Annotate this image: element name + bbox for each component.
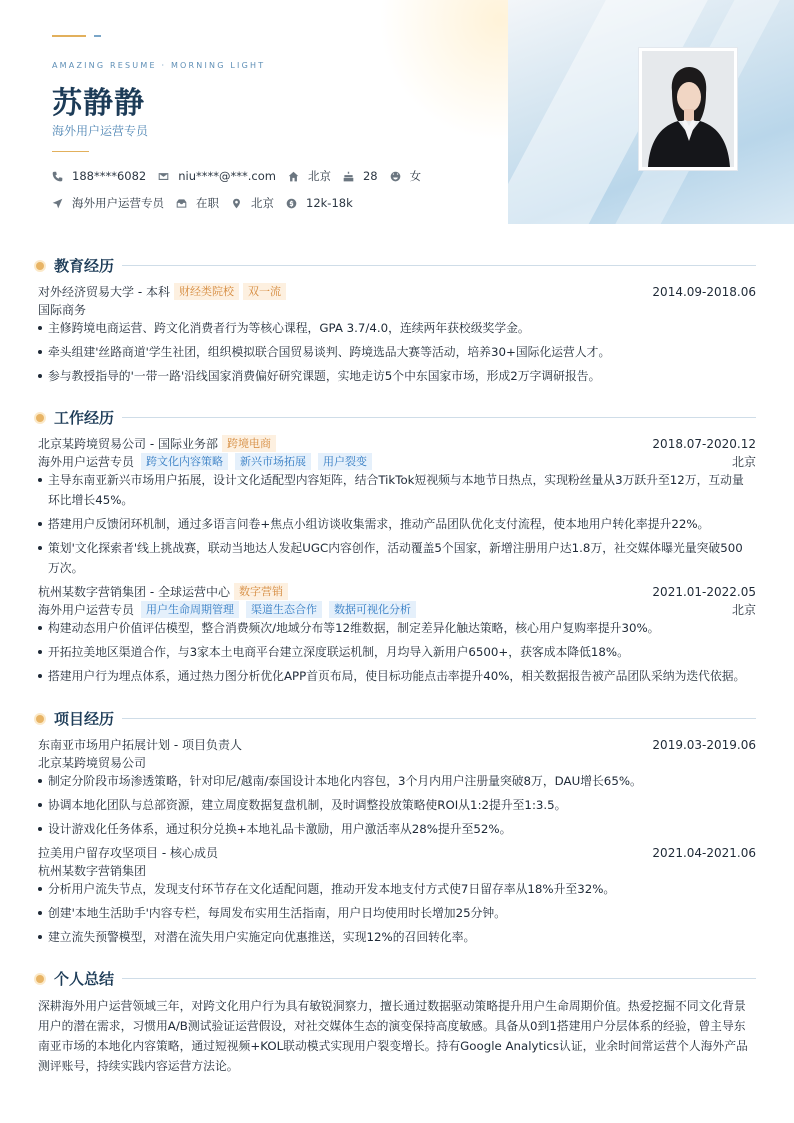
phone-item: [52, 169, 146, 183]
major-name: 国际商务: [38, 303, 87, 317]
section-summary-header: [36, 968, 756, 989]
coin-icon: [286, 198, 297, 209]
mail-icon: [158, 171, 169, 182]
education-major-line: [38, 301, 756, 318]
profile-photo: [639, 48, 737, 170]
send-icon: [52, 198, 63, 209]
candidate-name: 苏静静: [52, 86, 145, 121]
work-entry-header: [38, 583, 756, 600]
list-item: 主导东南亚新兴市场用户拓展，设计文化适配型内容矩阵，结合TikTok短视频与本地节日热点，实现粉丝量从3万跃升至12万，互动量环比增长45%。: [38, 470, 754, 510]
list-item: 建立流失预警模型，对潜在流失用户实施定向优惠推送，实现12%的召回转化率。: [38, 927, 754, 947]
list-item: 开拓拉美地区渠道合作，与3家本土电商平台建立深度联运机制，月均导入新用户6500+，获客成本降低18%。: [38, 642, 754, 662]
section-rule: [122, 417, 756, 418]
company-tag: 数字营销: [234, 583, 288, 600]
section-work-header: [36, 407, 756, 428]
project-org-line: [38, 862, 756, 879]
section-rule: [122, 265, 756, 266]
school-name: 对外经济贸易大学 - 本科: [38, 285, 170, 299]
project-name: 东南亚市场用户拓展计划 - 项目负责人: [38, 738, 242, 752]
gender-text: 女: [409, 169, 422, 183]
section-projects-header: [36, 708, 756, 729]
summary-text: 深耕海外用户运营领域三年，对跨文化用户行为具有敏锐洞察力，擅长通过数据驱动策略提升用户生命周期价值。热爱挖掘不同文化背景用户的潜在需求，习惯用A/B测试验证运营假设，对社交媒体生态的演变保持高度敏感。具备从0到1搭建用户分层体系的经验，曾主导东南亚市场的本地化内容策略，通过短视频+KOL联动模式实现用户裂变增长。持有Google Analytics认证，业余时间常运营个人海外产品测评账号，持续实践内容运营方法论。: [38, 999, 748, 1073]
project-org-line: [38, 754, 756, 771]
company-name: 杭州某数字营销集团 - 全球运营中心: [38, 585, 230, 599]
list-item: 主修跨境电商运营、跨文化消费者行为等核心课程，GPA 3.7/4.0，连续两年获校级奖学金。: [38, 318, 754, 338]
list-item: 制定分阶段市场渗透策略，针对印尼/越南/泰国设计本地化内容包，3个月内用户注册量突破8万，DAU增长65%。: [38, 771, 754, 791]
home-item: [288, 168, 331, 184]
resume-tagline: AMAZING RESUME · MORNING LIGHT: [52, 61, 266, 70]
work-period: 2018.07-2020.12: [652, 436, 756, 451]
education-entry: [38, 283, 756, 300]
work-entry-header: [38, 435, 756, 452]
list-item: 协调本地化团队与总部资源，建立周度数据复盘机制，及时调整投放策略使ROI从1:2提升至1:3.5。: [38, 795, 754, 815]
portrait-image: [642, 51, 734, 167]
section-rule: [122, 718, 756, 719]
work-position-line: [38, 601, 756, 618]
section-bullet-icon: [36, 414, 44, 422]
project-name: 拉美用户留存攻坚项目 - 核心成员: [38, 846, 218, 860]
project-period: 2021.04-2021.06: [652, 845, 756, 860]
work-period: 2021.01-2022.05: [652, 584, 756, 599]
company-tag: 跨境电商: [222, 435, 276, 452]
work-city: 北京: [731, 603, 756, 617]
skill-tag: 跨文化内容策略: [141, 453, 228, 470]
home-text: 北京: [307, 169, 331, 183]
intent-status-text: 在职: [196, 196, 219, 210]
email-text: niu****@***.com: [178, 169, 276, 183]
intent-position-text: 海外用户运营专员: [72, 196, 164, 210]
education-period: 2014.09-2018.06: [652, 284, 756, 299]
position-name: 海外用户运营专员: [38, 603, 135, 617]
section-bullet-icon: [36, 975, 44, 983]
candidate-role: 海外用户运营专员: [52, 124, 149, 138]
school-tag: 双一流: [243, 283, 286, 300]
list-item: 分析用户流失节点，发现支付环节存在文化适配问题，推动开发本地支付方式使7日留存率从18%升至32%。: [38, 879, 754, 899]
section-title: 工作经历: [54, 409, 115, 427]
company-name: 北京某跨境贸易公司 - 国际业务部: [38, 437, 218, 451]
section-bullet-icon: [36, 262, 44, 270]
divider: [52, 151, 89, 152]
work-city: 北京: [731, 455, 756, 469]
list-item: 搭建用户反馈闭环机制，通过多语言问卷+焦点小组访谈收集需求，推动产品团队优化支付流程，使本地用户转化率提升22%。: [38, 514, 754, 534]
cake-icon: [343, 171, 354, 182]
list-item: 参与教授指导的'一带一路'沿线国家消费偏好研究课题，实地走访5个中东国家市场，形成2万字调研报告。: [38, 366, 754, 386]
phone-text: 188****6082: [72, 169, 147, 183]
list-item: 牵头组建'丝路商道'学生社团，组织模拟联合国贸易谈判、跨境选品大赛等活动，培养30+国际化运营人才。: [38, 342, 754, 362]
list-item: 搭建用户行为埋点体系，通过热力图分析优化APP首页布局，使目标功能点击率提升40%，相关数据报告被产品团队采纳为迭代依据。: [38, 666, 754, 686]
intent-row: [52, 195, 365, 211]
project-org: 杭州某数字营销集团: [38, 864, 147, 878]
project-entry-header: [38, 736, 756, 753]
list-item: 构建动态用户价值评估模型，整合消费频次/地域分布等12维数据，制定差异化触达策略，核心用户复购率提升30%。: [38, 618, 754, 638]
section-title: 项目经历: [54, 710, 115, 728]
skill-tag: 数据可视化分析: [329, 601, 416, 618]
project-period: 2019.03-2019.06: [652, 737, 756, 752]
age-text: 28: [362, 169, 378, 183]
section-bullet-icon: [36, 715, 44, 723]
city-item: [231, 195, 274, 211]
age-item: [343, 169, 378, 183]
section-rule: [122, 978, 756, 979]
inbox-icon: [176, 198, 187, 209]
skill-tag: 用户裂变: [318, 453, 372, 470]
position-item: [52, 195, 164, 211]
section-title: 个人总结: [54, 970, 115, 988]
contact-row: [52, 168, 433, 184]
list-item: 创建'本地生活助手'内容专栏，每周发布实用生活指南，用户日均使用时长增加25分钟。: [38, 903, 754, 923]
skill-tag: 渠道生态合作: [246, 601, 322, 618]
project-entry-header: [38, 844, 756, 861]
list-item: 策划'文化探索者'线上挑战赛，联动当地达人发起UGC内容创作，活动覆盖5个国家，新增注册用户达1.8万，社交媒体曝光量突破500万次。: [38, 538, 754, 578]
smile-icon: [390, 171, 401, 182]
phone-icon: [52, 171, 63, 182]
position-name: 海外用户运营专员: [38, 455, 135, 469]
list-item: 设计游戏化任务体系，通过积分兑换+本地礼品卡激励，用户激活率从28%提升至52%。: [38, 819, 754, 839]
location-pin-icon: [231, 198, 242, 209]
section-title: 教育经历: [54, 257, 115, 275]
project-org: 北京某跨境贸易公司: [38, 756, 147, 770]
section-education-header: [36, 255, 756, 276]
intent-salary-text: 12k-18k: [306, 196, 353, 210]
status-item: [176, 195, 219, 211]
work-position-line: [38, 453, 756, 470]
school-tag: 财经类院校: [174, 283, 239, 300]
salary-item: [286, 196, 353, 210]
email-item: [158, 169, 276, 183]
home-icon: [288, 171, 299, 182]
intent-city-text: 北京: [251, 196, 274, 210]
gender-item: [390, 168, 422, 184]
skill-tag: 新兴市场拓展: [235, 453, 311, 470]
skill-tag: 用户生命周期管理: [141, 601, 239, 618]
